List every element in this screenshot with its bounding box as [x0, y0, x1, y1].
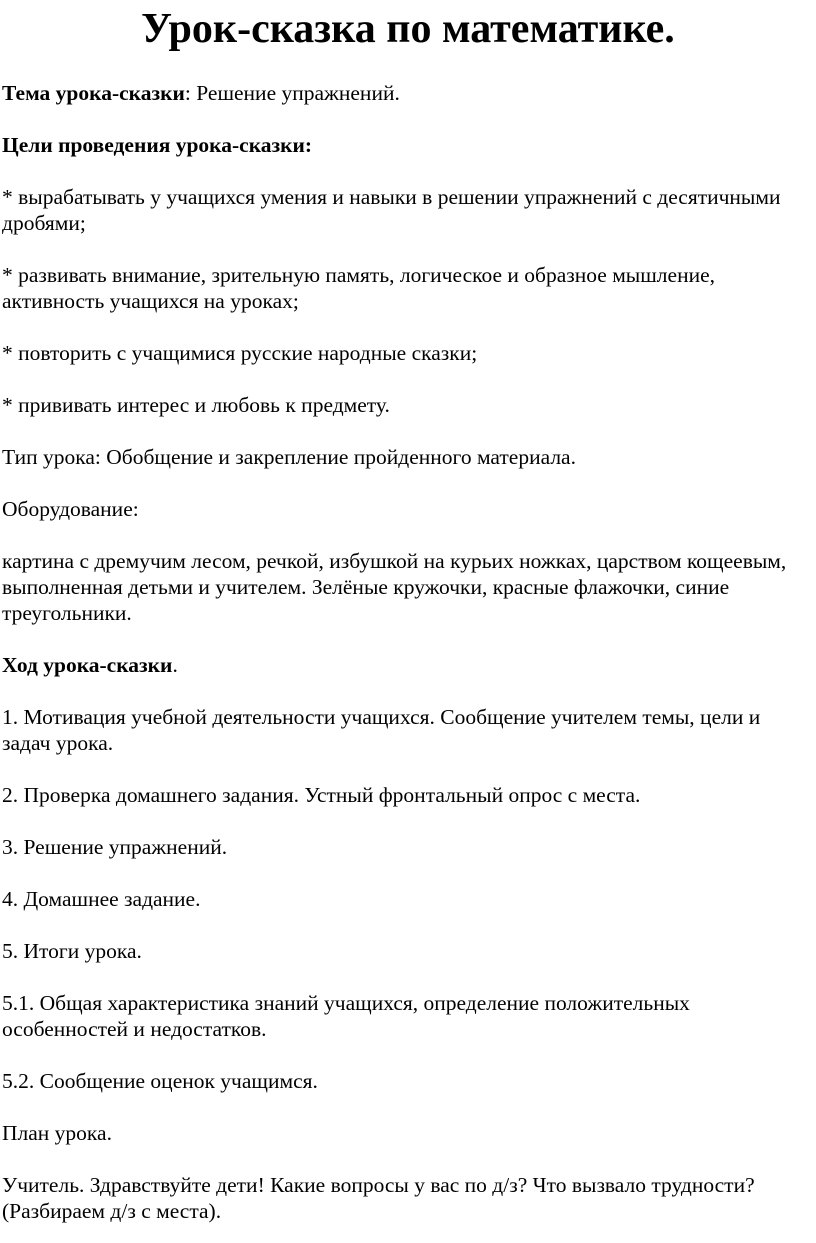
plan-label: План урока. [2, 1121, 112, 1145]
progress-label: Ход урока-сказки [2, 653, 173, 677]
goals-heading: Цели проведения урока-сказки: [2, 133, 313, 157]
step-item: 2. Проверка домашнего задания. Устный фронтальный опрос с места. [2, 783, 641, 807]
topic-value: : Решение упражнений. [184, 81, 400, 105]
step-item: 3. Решение упражнений. [2, 835, 228, 859]
progress-suffix: . [172, 653, 178, 677]
step-item: 1. Мотивация учебной деятельности учащихся. Сообщение учителем темы, цели и задач урока. [2, 705, 761, 755]
step-item: 5.1. Общая характеристика знаний учащихся, определение положительных особенностей и недостатков. [2, 991, 690, 1041]
goal-item: * вырабатывать у учащихся умения и навыки в решении упражнений с десятичными дробями; [2, 185, 781, 235]
step-item: 5. Итоги урока. [2, 939, 142, 963]
goal-item: * развивать внимание, зрительную память, логическое и образное мышление, активность учащихся на уроках; [2, 263, 715, 313]
topic-line [2, 80, 814, 106]
step-item: 4. Домашнее задание. [2, 887, 201, 911]
equipment-label: Оборудование: [2, 497, 139, 521]
teacher-text: Учитель. Здравствуйте дети! Какие вопросы у вас по д/з? Что вызвало трудности? (Разбираем д/з с места). [2, 1173, 755, 1223]
lesson-type: Тип урока: Обобщение и закрепление пройденного материала. [2, 445, 576, 469]
goal-item: * повторить с учащимися русские народные сказки; [2, 341, 478, 365]
step-item: 5.2. Сообщение оценок учащимся. [2, 1069, 318, 1093]
equipment-text: картина с дремучим лесом, речкой, избушкой на курьих ножках, царством кощеевым, выполненная детьми и учителем. Зелёные кружочки, красные флажочки, синие треугольники. [2, 549, 787, 625]
progress-heading [2, 652, 814, 678]
goal-item: * прививать интерес и любовь к предмету. [2, 393, 390, 417]
topic-label: Тема урока-сказки [2, 81, 185, 105]
page-title: Урок-сказка по математике. [141, 6, 675, 52]
